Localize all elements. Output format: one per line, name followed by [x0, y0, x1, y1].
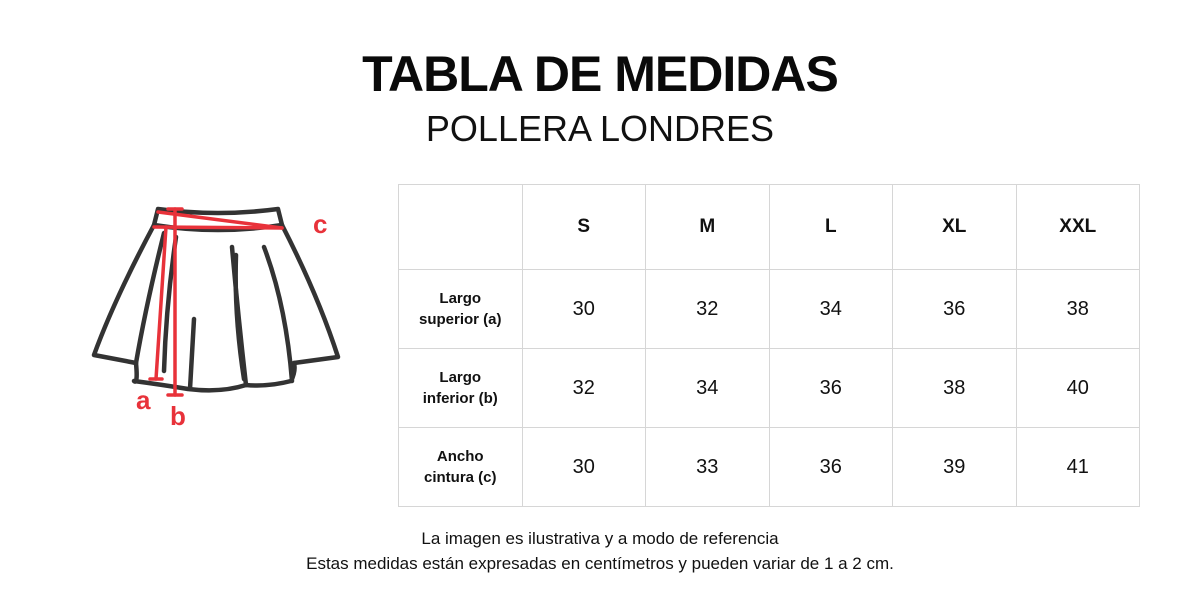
- table-row: [399, 270, 1140, 349]
- measure-c-line: [154, 227, 282, 228]
- skirt-diagram: [86, 195, 346, 435]
- table-cell: 40: [1016, 349, 1140, 428]
- size-header: XXL: [1016, 185, 1140, 270]
- row-label-line: cintura (c): [423, 469, 497, 486]
- pleat-line: [190, 319, 194, 389]
- footer-units-note: Estas medidas están expresadas en centímetros y pueden variar de 1 a 2 cm.: [306, 554, 894, 573]
- table-cell: 32: [522, 349, 646, 428]
- product-subtitle: POLLERA LONDRES: [425, 108, 775, 149]
- measure-label-a: a: [136, 385, 151, 415]
- row-label-line: superior (a): [418, 311, 502, 328]
- row-label-line: Largo: [439, 290, 482, 307]
- table-cell: 38: [893, 349, 1017, 428]
- table-corner-cell: [399, 185, 523, 270]
- skirt-icon: [86, 195, 346, 435]
- footer-notes: [0, 526, 1200, 576]
- table-cell: 30: [522, 428, 646, 507]
- row-label-line: Ancho: [436, 448, 484, 465]
- table-cell: 32: [646, 270, 770, 349]
- table-cell: 39: [893, 428, 1017, 507]
- row-label: [399, 270, 523, 349]
- row-label: [399, 349, 523, 428]
- table-header-row: [399, 185, 1140, 270]
- table-cell: 36: [769, 428, 893, 507]
- row-label-line: inferior (b): [422, 390, 498, 407]
- table-cell: 36: [769, 349, 893, 428]
- table-cell: 41: [1016, 428, 1140, 507]
- table-cell: 36: [893, 270, 1017, 349]
- size-table: [398, 184, 1140, 507]
- table-cell: 34: [769, 270, 893, 349]
- row-label-line: Largo: [439, 369, 482, 386]
- size-header: S: [522, 185, 646, 270]
- table-row: [399, 428, 1140, 507]
- size-header: L: [769, 185, 893, 270]
- table-row: [399, 349, 1140, 428]
- footer-disclaimer: La imagen es ilustrativa y a modo de referencia: [421, 529, 779, 548]
- size-header: M: [646, 185, 770, 270]
- page-title: TABLA DE MEDIDAS: [362, 46, 838, 102]
- pleat-line: [264, 247, 292, 381]
- table-cell: 34: [646, 349, 770, 428]
- skirt-right-edge: [282, 225, 338, 363]
- row-label: [399, 428, 523, 507]
- table-cell: 33: [646, 428, 770, 507]
- table-cell: 30: [522, 270, 646, 349]
- skirt-left-edge: [94, 225, 154, 363]
- measure-label-b: b: [170, 401, 186, 431]
- size-header: XL: [893, 185, 1017, 270]
- table-cell: 38: [1016, 270, 1140, 349]
- measure-label-c: c: [313, 209, 328, 239]
